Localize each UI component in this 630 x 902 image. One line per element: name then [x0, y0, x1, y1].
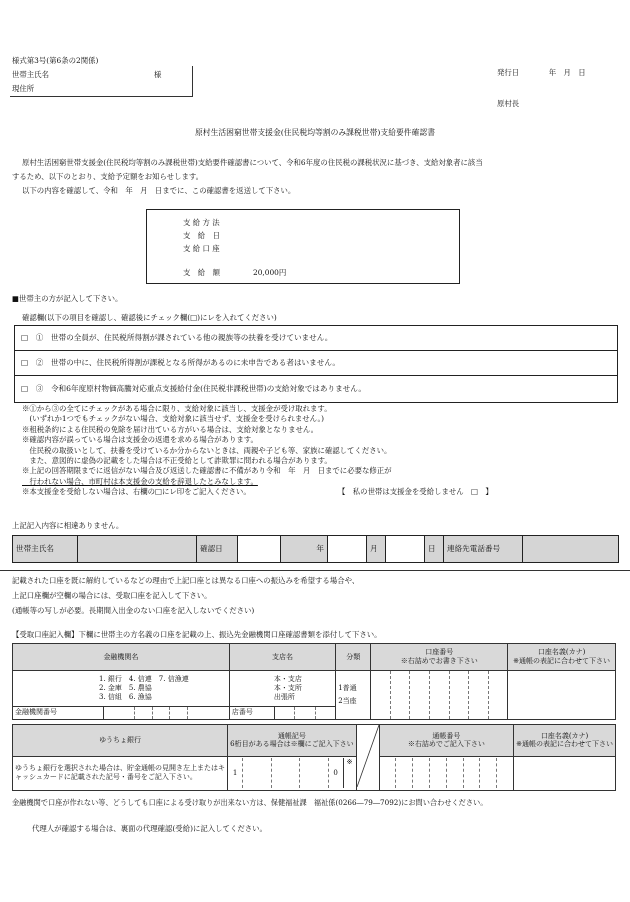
sig-name-label: 世帯主氏名 — [13, 536, 78, 563]
diagonal-cell — [356, 725, 379, 791]
yucho-note: ゆうちょ銀行を選択された場合は、貯金通帳の見開き左上またはキャッシュカードに記載された記号・番号をご記入下さい。 — [13, 756, 228, 790]
passbook-code-input[interactable] — [228, 756, 356, 790]
note-4: ※確認内容が誤っている場合は支援金の返還を求める場合があります。 — [22, 435, 258, 445]
passbook-code-header: 通帳記号 6桁目がある場合は※欄にご記入下さい — [228, 725, 356, 757]
receive-head — [12, 630, 382, 639]
account-note-1: 記載された口座を既に解約しているなどの理由で上記口座とは異なる口座への振込みを希望する場合や、 — [12, 576, 360, 585]
honorific: 様 — [154, 70, 162, 79]
passbook-number-input[interactable] — [379, 756, 514, 790]
head-label: 世帯主氏名 — [12, 70, 49, 79]
account-type-options[interactable]: 1普通 2当座 — [336, 671, 371, 720]
check-head: 確認欄(以下の項目を確認し、確認後にチェック欄(□)にレを入れてください) — [22, 313, 277, 322]
bank-code-label: 金融機関番号 — [13, 706, 104, 719]
signature-table — [12, 535, 619, 563]
note-1: ※①から③の全てにチェックがある場合に限り、支給対象に該当し、支援金が受け取れます。 — [22, 404, 332, 413]
sig-day-input[interactable] — [386, 536, 425, 563]
yucho-title: ゆうちょ銀行 — [13, 725, 228, 757]
receive-desc: 下欄に世帯主の方名義の口座を記載の上、振込先金融機関口座確認書類を添付して下さい。 — [78, 630, 382, 639]
check-box — [14, 325, 618, 403]
account-note-3: (通帳等の写しが必要。長期間入出金のない口座を記入しないでください) — [12, 606, 255, 615]
payment-amount-label: 支 給 額 — [183, 268, 220, 277]
document-title: 原村生活困窮世帯支援金(住民税均等割のみ課税世帯)支給要件確認書 — [195, 128, 435, 137]
account-note-2: 上記口座欄が空欄の場合には、受取口座を記入して下さい。 — [12, 591, 212, 600]
code-mark: ※ — [343, 758, 356, 788]
check-item-3[interactable]: □ ③ 令和6年度原村物価高騰対応重点支援給付金(住民税非課税世帯)の支給対象ではありません。 — [21, 384, 366, 393]
form-number: 様式第3号(第6条の2関係) — [12, 56, 99, 65]
bank-code-input[interactable] — [104, 706, 230, 719]
intro-line-1: 原村生活困窮世帯支援金(住民税均等割のみ課税世帯)支給要件確認書について、令和6年度の住民税の課税状況に基づき、支給対象者に該当 — [22, 158, 483, 167]
note-5: 住民税の取扱いとして、扶養を受けているか分からないときは、両親や子ども等、家族に確認してください。 — [22, 445, 392, 455]
note-7: ※上記の回答期限までに返信がない場合及び返送した確認書に不備があり令和 年 月 日までに必要な修正が — [22, 466, 392, 476]
note-2: (いずれか1つでもチェックがない場合、支給対象に該当せず、支援金を受けられません。) — [22, 414, 325, 424]
sig-year-label: 年 — [281, 536, 328, 563]
footer-proxy: 代理人が確認する場合は、裏面の代理確認(受給)に記入してください。 — [32, 824, 267, 833]
receive-title: 【受取口座記入欄】 — [12, 630, 79, 639]
payment-account-label: 支 給 口 座 — [183, 244, 220, 253]
holder-header: 口座名義(カナ) ※通帳の表記に合わせて下さい — [508, 644, 616, 671]
branch-name-header: 支店名 — [229, 644, 335, 671]
bank-table — [12, 643, 616, 720]
issue-date: 発行日 年 月 日 — [497, 68, 586, 77]
check-item-2[interactable]: □ ② 世帯の中に、住民税所得割が課税となる所得があるのに未申告である者はいません。 — [15, 351, 617, 376]
intro-line-2: するため、以下のとおり、支給予定額をお知らせします。 — [12, 172, 204, 181]
sig-month-input[interactable] — [328, 536, 367, 563]
issuer: 原村長 — [497, 99, 520, 108]
sig-year-input[interactable] — [238, 536, 281, 563]
intro-line-3: 以下の内容を確認して、令和 年 月 日までに、この確認書を返送して下さい。 — [22, 186, 296, 195]
payment-method-label: 支 給 方 法 — [183, 218, 220, 227]
yucho-holder-input[interactable] — [514, 756, 616, 790]
branch-code-label: 店番号 — [229, 706, 274, 719]
payment-info-box — [146, 209, 460, 284]
bank-type-options[interactable]: 1. 銀行 4. 信連 7. 信漁連 2. 金庫 5. 農協 3. 信組 6. 漁協 — [13, 671, 230, 707]
sig-name-input[interactable] — [78, 536, 197, 563]
sig-phone-input[interactable] — [523, 536, 619, 563]
confirm-text: 上記記入内容に相違ありません。 — [12, 521, 124, 530]
code-first-digit: 1 — [232, 768, 238, 777]
note-8: 行われない場合、市町村は本支援金の支給を辞退したとみなします。 — [22, 476, 258, 486]
account-holder-input[interactable] — [508, 671, 616, 720]
note-3: ※租税条約による住民税の免除を届け出ている方がいる場合は、支給対象となりません。 — [22, 424, 319, 434]
divider — [0, 570, 630, 571]
sig-month-label: 月 — [367, 536, 386, 563]
passbook-number-header: 通帳番号 ※右詰めでご記入下さい — [379, 725, 514, 757]
header-address-box — [10, 66, 193, 97]
payment-amount-value: 20,000円 — [253, 268, 287, 277]
section-head: ■世帯主の方が記入して下さい。 — [12, 294, 123, 303]
yucho-table — [12, 724, 616, 791]
payment-date-label: 支 給 日 — [183, 231, 220, 240]
sig-date-label: 確認日 — [197, 536, 238, 563]
footer-contact: 金融機関で口座が作れない等、どうしても口座による受け取りが出来ない方は、保健福祉課 福祉係(0266―79―7092)にお問い合わせください。 — [12, 798, 488, 807]
branch-code-input[interactable] — [274, 706, 335, 719]
acct-number-header: 口座番号 ※右詰めでお書き下さい — [371, 644, 508, 671]
account-number-input[interactable] — [371, 671, 508, 720]
yucho-holder-header: 口座名義(カナ) ※通帳の表記に合わせて下さい — [514, 725, 616, 757]
decline-checkbox[interactable]: 【 私の世帯は支援金を受給しません □ 】 — [338, 487, 493, 496]
sig-day-label: 日 — [425, 536, 444, 563]
code-last-digit: 0 — [328, 758, 343, 788]
note-6: また、意図的に虚偽の記載をした場合は不正受給として詐欺罪に問われる場合があります。 — [22, 455, 332, 465]
address-label: 現住所 — [12, 84, 35, 93]
diagonal-line — [357, 725, 379, 787]
check-item-1[interactable]: □ ① 世帯の全員が、住民税所得割が課されている他の親族等の扶養を受けていません。 — [15, 326, 617, 351]
notes-block — [22, 404, 392, 498]
decline-note: ※本支援金を受給しない場合は、右欄の□にレ印をご記入ください。 — [22, 487, 251, 497]
bank-name-header: 金融機関名 — [13, 644, 230, 671]
sig-phone-label: 連絡先電話番号 — [444, 536, 523, 563]
type-header: 分類 — [336, 644, 371, 671]
branch-type-options[interactable]: 本・支店 本・支所 出張所 — [229, 671, 335, 707]
